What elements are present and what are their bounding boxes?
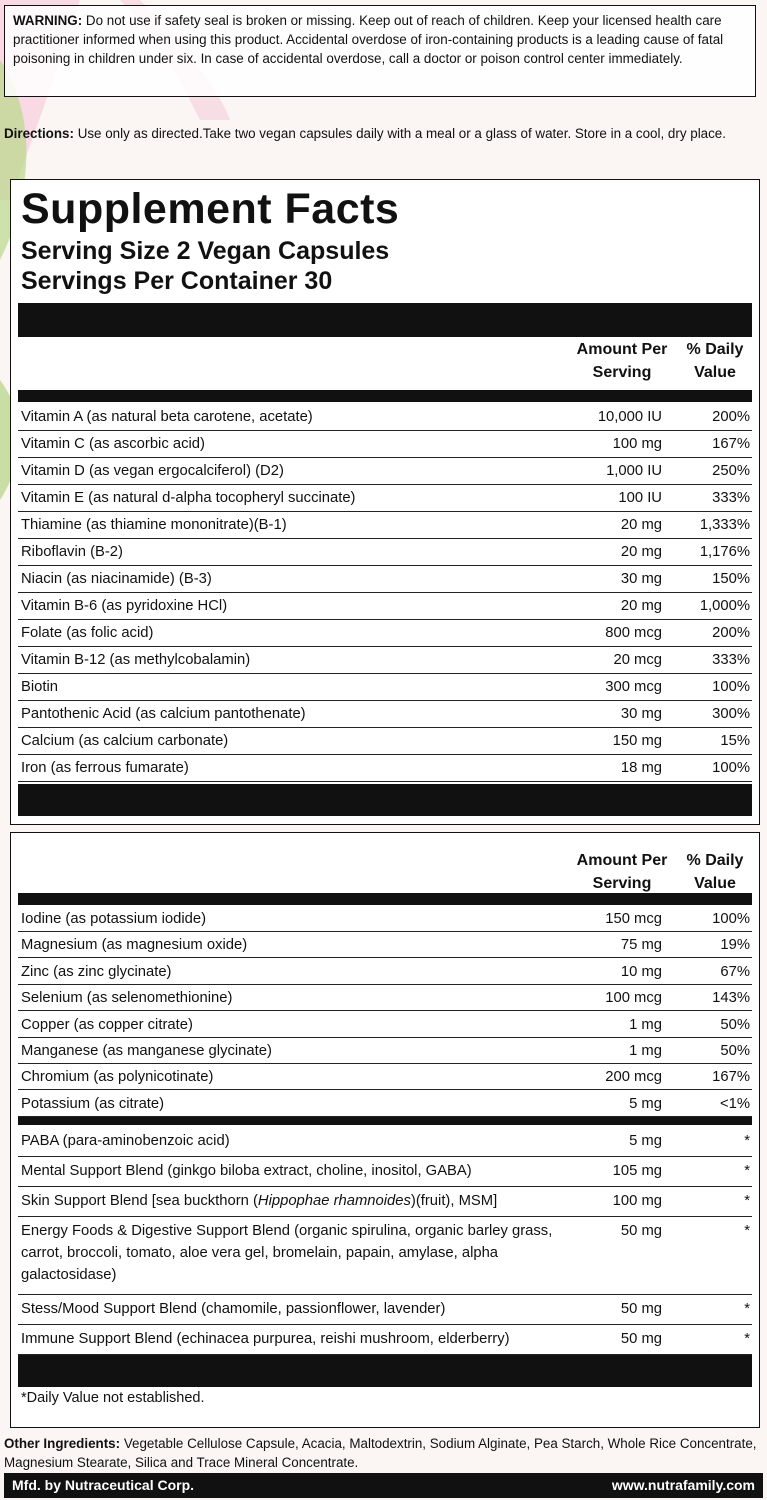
ingredient-name: Vitamin C (as ascorbic acid) [21,436,205,452]
amount-header-line2: Serving [592,364,652,381]
directions-text: Use only as directed.Take two vegan capsules daily with a meal or a glass of water. Store in a cool, dry place. [77,126,726,141]
ingredient-name: Niacin (as niacinamide) (B-3) [21,571,212,587]
daily-value: 143% [712,990,750,1007]
amount-header-line2: Serving [592,875,652,892]
ingredient-name: Zinc (as zinc glycinate) [21,963,172,980]
daily-value: 200% [712,409,750,425]
table-row [18,1187,752,1217]
amount-per-serving: 75 mg [620,937,662,954]
amount-per-serving: 300 mcg [605,679,662,695]
table-row [18,431,752,458]
amount-per-serving: 150 mcg [605,911,662,927]
thick-divider [18,784,752,816]
table-row [18,1127,752,1157]
thick-divider [18,1117,752,1125]
dv-header-line1: % Daily [686,341,744,358]
daily-value: 167% [712,436,750,452]
amount-per-serving: 100 IU [618,490,662,506]
amount-header [566,338,678,384]
footnote: *Daily Value not established. [21,1390,205,1406]
warning-text: Do not use if safety seal is broken or missing. Keep out of reach of children. Keep your licensed health care practitioner informed when using this product. Accidental overdose of iron-containing products is a leading cause of fatal poisoning in children under six. In case of accidental overdose, call a doctor or poison control center immediately. [13,13,724,66]
ingredient-name: Vitamin D (as vegan ergocalciferol) (D2) [21,463,284,479]
ingredient-name: Selenium (as selenomethionine) [21,990,233,1007]
daily-value: * [744,1223,750,1239]
ingredient-name-part: Skin Support Blend [sea buckthorn ( [21,1193,258,1209]
thick-divider [18,303,752,337]
daily-value: 50% [720,1043,750,1059]
ingredient-name: Vitamin A (as natural beta carotene, acetate) [21,409,313,425]
ingredient-name: Vitamin E (as natural d-alpha tocopheryl succinate) [21,490,356,506]
table-row [18,1325,752,1355]
amount-per-serving: 30 mg [620,571,662,587]
ingredient-name: Vitamin B-12 (as methylcobalamin) [21,652,251,668]
table-row [18,1091,752,1117]
footer-bar [4,1473,763,1498]
amount-per-serving: 100 mg [612,1193,662,1209]
daily-value: 67% [720,963,750,980]
warning-label: WARNING: [13,13,83,28]
ingredient-name: Calcium (as calcium carbonate) [21,733,229,749]
table-row [18,932,752,958]
table-row [18,728,752,755]
daily-value: 1,000% [699,598,750,614]
table-row [18,404,752,431]
table-row [18,647,752,674]
ingredient-name-italic: Hippophae rhamnoides [257,1193,411,1209]
amount-per-serving: 18 mg [620,760,662,776]
daily-value: 100% [712,911,750,927]
ingredient-name: Iodine (as potassium iodide) [21,911,207,927]
ingredient-name: Vitamin B-6 (as pyridoxine HCl) [21,598,228,614]
other-ingredients-text: Vegetable Cellulose Capsule, Acacia, Maltodextrin, Sodium Alginate, Pea Starch, Whole Rice Concentrate, Magnesium Stearate, Silica and Trace Mineral Concentrate. [4,1436,757,1470]
ingredient-name: Thiamine (as thiamine mononitrate)(B-1) [21,517,287,533]
dv-header [679,849,751,895]
amount-per-serving: 20 mg [620,598,662,614]
daily-value: 150% [712,571,750,587]
ingredient-name: Energy Foods & Digestive Support Blend (organic spirulina, organic barley grass, carrot, broccoli, tomato, aloe vera gel, bromelain, papain, amylase, alpha galactosidase) [21,1223,553,1283]
amount-per-serving: 100 mcg [605,990,662,1007]
ingredient-name: Magnesium (as magnesium oxide) [21,937,248,954]
directions-label: Directions: [4,126,74,141]
table-row [18,1295,752,1325]
amount-per-serving: 50 mg [620,1331,662,1347]
ingredient-name: Chromium (as polynicotinate) [21,1069,214,1086]
daily-value: 1,176% [699,544,750,560]
daily-value: 1,333% [699,517,750,533]
amount-per-serving: 1 mg [629,1016,662,1033]
ingredient-name: Mental Support Blend (ginkgo biloba extract, choline, inositol, GABA) [21,1163,472,1179]
page-title: Supplement Facts [21,185,400,233]
daily-value: * [744,1331,750,1347]
daily-value: * [744,1193,750,1209]
daily-value: 333% [712,652,750,668]
daily-value: 300% [712,706,750,722]
ingredient-name: Manganese (as manganese glycinate) [21,1043,272,1059]
amount-per-serving: 50 mg [620,1301,662,1317]
table-row [18,566,752,593]
supplement-facts-panel [10,179,760,825]
table-row [18,1038,752,1064]
table-row [18,755,752,782]
table-row [18,985,752,1011]
ingredient-name: Copper (as copper citrate) [21,1016,193,1033]
daily-value: 100% [712,760,750,776]
ingredient-name: Immune Support Blend (echinacea purpurea, reishi mushroom, elderberry) [21,1331,510,1347]
daily-value: 15% [720,733,750,749]
ingredient-name: Stess/Mood Support Blend (chamomile, passionflower, lavender) [21,1301,446,1317]
dv-header-line1: % Daily [686,852,744,869]
dv-header-line2: Value [694,364,736,381]
daily-value: 50% [720,1016,750,1033]
table-row [18,1157,752,1187]
ingredient-name: Pantothenic Acid (as calcium pantothenate) [21,706,306,722]
daily-value: * [744,1301,750,1317]
daily-value: * [744,1133,750,1149]
daily-value: 167% [712,1069,750,1086]
ingredient-name: Biotin [21,679,59,695]
amount-per-serving: 100 mg [612,436,662,452]
table-row [18,701,752,728]
ingredient-name: PABA (para-aminobenzoic acid) [21,1133,230,1149]
amount-per-serving: 10 mg [620,963,662,980]
website-link[interactable]: www.nutrafamily.com [611,1477,755,1493]
amount-per-serving: 1 mg [629,1043,662,1059]
daily-value: 200% [712,625,750,641]
amount-header-line1: Amount Per [576,852,668,869]
daily-value: 100% [712,679,750,695]
table-row [18,674,752,701]
table-row [18,539,752,566]
table-row [18,1217,752,1295]
ingredient-name: Folate (as folic acid) [21,625,154,641]
daily-value: 19% [720,937,750,954]
supplement-facts-panel-2 [10,832,760,1428]
table-row [18,458,752,485]
thick-divider [18,893,752,905]
table-row [18,1064,752,1090]
amount-per-serving: 150 mg [612,733,662,749]
ingredient-name: Potassium (as citrate) [21,1095,165,1112]
amount-per-serving: 20 mg [620,517,662,533]
amount-per-serving: 5 mg [629,1095,662,1112]
daily-value: <1% [719,1095,750,1112]
directions [4,124,759,143]
amount-per-serving: 20 mg [620,544,662,560]
ingredient-name: Riboflavin (B-2) [21,544,123,560]
table-row [18,959,752,985]
amount-per-serving: 5 mg [629,1133,662,1149]
table-row [18,593,752,620]
daily-value: * [744,1163,750,1179]
warning-box [4,5,756,97]
table-row [18,620,752,647]
amount-per-serving: 200 mcg [605,1069,662,1086]
amount-header [566,849,678,895]
dv-header-line2: Value [694,875,736,892]
table-row [18,485,752,512]
daily-value: 250% [712,463,750,479]
ingredient-name-part: )(fruit), MSM] [410,1193,498,1209]
servings-per-container: Servings Per Container 30 [21,267,333,295]
dv-header [679,338,751,384]
table-row [18,906,752,932]
amount-per-serving: 20 mcg [613,652,662,668]
amount-per-serving: 10,000 IU [597,409,662,425]
other-ingredients [4,1434,762,1472]
thick-divider [18,390,752,402]
ingredient-name: Iron (as ferrous fumarate) [21,760,189,776]
amount-per-serving: 1,000 IU [606,463,662,479]
amount-header-line1: Amount Per [576,341,668,358]
manufacturer: Mfd. by Nutraceutical Corp. [12,1477,195,1493]
daily-value: 333% [712,490,750,506]
other-ingredients-label: Other Ingredients: [4,1436,121,1451]
table-row [18,512,752,539]
table-row [18,1012,752,1038]
amount-per-serving: 800 mcg [605,625,662,641]
thick-divider [18,1355,752,1387]
serving-size: Serving Size 2 Vegan Capsules [21,237,390,265]
amount-per-serving: 50 mg [620,1223,662,1239]
ingredient-name [21,1190,581,1212]
amount-per-serving: 105 mg [612,1163,662,1179]
amount-per-serving: 30 mg [620,706,662,722]
